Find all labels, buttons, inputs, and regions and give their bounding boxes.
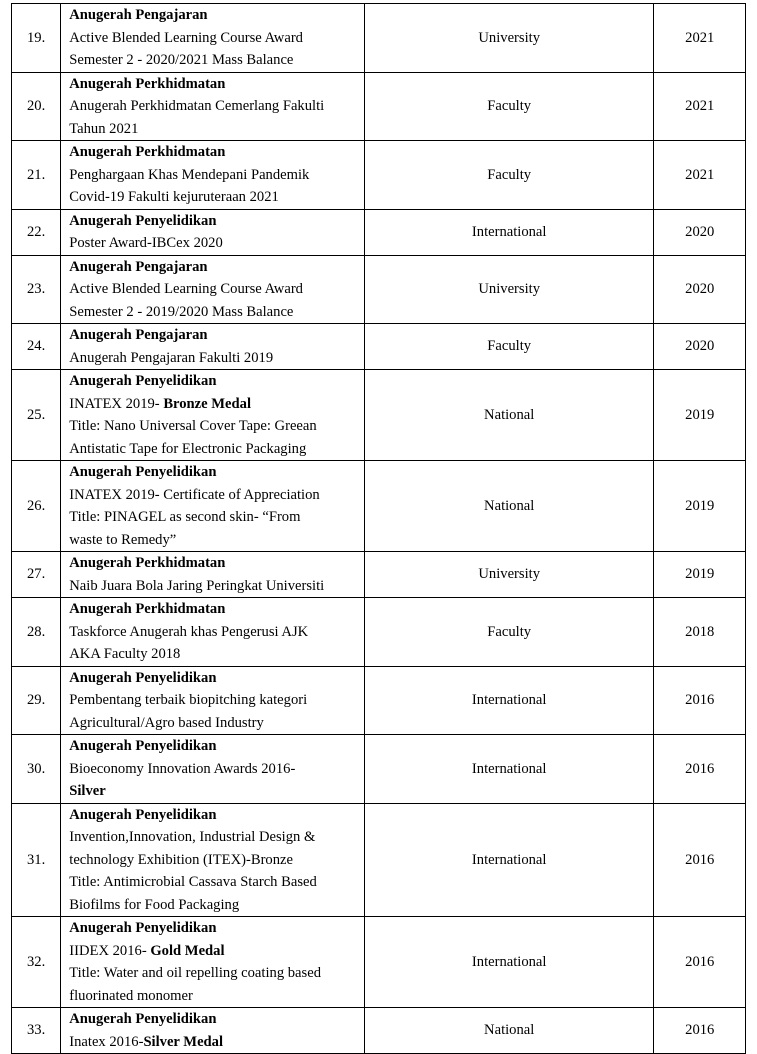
row-number: 29. <box>12 666 61 735</box>
award-detail-text: Anugerah Perkhidmatan Cemerlang Fakulti <box>69 98 325 114</box>
award-year: 2020 <box>654 255 746 324</box>
award-detail-line <box>69 278 364 301</box>
table-row <box>12 461 746 552</box>
row-number: 26. <box>12 461 61 552</box>
award-detail-text: Tahun 2021 <box>69 120 139 137</box>
award-level: National <box>364 461 654 552</box>
award-level: International <box>364 209 654 255</box>
row-number: 27. <box>12 552 61 598</box>
row-number: 28. <box>12 598 61 667</box>
award-level: International <box>364 803 654 917</box>
award-level: Faculty <box>364 141 654 210</box>
award-detail-line <box>69 95 364 118</box>
award-detail-text: Anugerah Pengajaran Fakulti 2019 <box>69 349 274 366</box>
award-category: Anugerah Penyelidikan <box>69 669 217 686</box>
award-detail-text: Inatex 2016- <box>69 1033 144 1050</box>
award-description <box>61 552 365 598</box>
award-year: 2019 <box>654 461 746 552</box>
table-row <box>12 666 746 735</box>
award-level: International <box>364 666 654 735</box>
award-detail-text: Title: Water and oil repelling coating based <box>69 965 321 981</box>
award-description <box>61 1008 365 1054</box>
award-year: 2016 <box>654 735 746 804</box>
award-detail-line <box>69 962 364 985</box>
award-description <box>61 141 365 210</box>
award-category: Anugerah Pengajaran <box>69 7 208 23</box>
award-detail-text: Biofilms for Food Packaging <box>69 896 240 913</box>
award-detail-line <box>69 529 364 552</box>
award-category: Anugerah Perkhidmatan <box>69 555 226 571</box>
award-detail-line <box>69 894 364 917</box>
award-detail-line <box>69 438 364 461</box>
award-detail-text: Semester 2 - 2019/2020 Mass Balance <box>69 303 294 320</box>
award-medal-text: Silver Medal <box>143 1033 224 1050</box>
award-level: Faculty <box>364 598 654 667</box>
award-description <box>61 324 365 370</box>
row-number: 24. <box>12 324 61 370</box>
award-detail-line <box>69 689 364 712</box>
award-description <box>61 72 365 141</box>
award-description <box>61 666 365 735</box>
awards-table-body <box>12 4 746 1054</box>
award-detail-text: Agricultural/Agro based Industry <box>69 714 264 731</box>
award-detail-text: Invention,Innovation, Industrial Design & <box>69 829 316 845</box>
row-number: 30. <box>12 735 61 804</box>
award-detail-text: Active Blended Learning Course Award <box>69 281 303 297</box>
award-category: Anugerah Penyelidikan <box>69 373 217 389</box>
award-level: University <box>364 4 654 73</box>
row-number: 25. <box>12 370 61 461</box>
award-year: 2019 <box>654 370 746 461</box>
award-detail-line <box>69 347 364 370</box>
award-detail-text: Penghargaan Khas Mendepani Pandemik <box>69 166 310 183</box>
row-number: 32. <box>12 917 61 1008</box>
award-detail-text: Title: Antimicrobial Cassava Starch Based <box>69 874 317 890</box>
award-category: Anugerah Penyelidikan <box>69 212 217 229</box>
table-row <box>12 209 746 255</box>
award-year: 2018 <box>654 598 746 667</box>
award-detail-text: Title: PINAGEL as second skin- “From <box>69 509 301 525</box>
award-description <box>61 803 365 917</box>
award-level: National <box>364 1008 654 1054</box>
award-year: 2016 <box>654 1008 746 1054</box>
table-row <box>12 370 746 461</box>
award-detail-line <box>69 232 364 255</box>
award-category: Anugerah Penyelidikan <box>69 738 217 754</box>
award-detail-text: Active Blended Learning Course Award <box>69 29 303 46</box>
award-level: International <box>364 917 654 1008</box>
award-category: Anugerah Penyelidikan <box>69 1011 217 1027</box>
award-description <box>61 255 365 324</box>
award-year: 2021 <box>654 141 746 210</box>
award-year: 2021 <box>654 4 746 73</box>
award-detail-text: Antistatic Tape for Electronic Packaging <box>69 440 307 457</box>
award-detail-line <box>69 871 364 894</box>
table-row <box>12 803 746 917</box>
award-detail-line <box>69 506 364 529</box>
award-level: International <box>364 735 654 804</box>
award-category: Anugerah Pengajaran <box>69 327 208 343</box>
award-detail-text: INATEX 2019- Certificate of Appreciation <box>69 486 320 503</box>
table-row <box>12 72 746 141</box>
award-detail-line <box>69 575 364 598</box>
award-detail-line <box>69 186 364 209</box>
table-row <box>12 598 746 667</box>
award-level: Faculty <box>364 324 654 370</box>
award-detail-text: technology Exhibition (ITEX)-Bronze <box>69 851 293 868</box>
table-row <box>12 1008 746 1054</box>
award-year: 2016 <box>654 917 746 1008</box>
award-medal-text: Silver <box>69 783 106 799</box>
award-detail-line <box>69 826 364 849</box>
award-detail-line <box>69 118 364 141</box>
award-detail-line <box>69 849 364 872</box>
award-description <box>61 209 365 255</box>
award-detail-text: Naib Juara Bola Jaring Peringkat Universiti <box>69 577 325 594</box>
award-level: Faculty <box>364 72 654 141</box>
table-row <box>12 917 746 1008</box>
award-description <box>61 461 365 552</box>
award-detail-line <box>69 301 364 324</box>
award-detail-text: IIDEX 2016- <box>69 942 151 959</box>
award-detail-text: AKA Faculty 2018 <box>69 646 181 662</box>
award-description <box>61 4 365 73</box>
award-medal-text: Bronze Medal <box>163 395 251 412</box>
award-detail-text: Covid-19 Fakulti kejuruteraan 2021 <box>69 189 279 205</box>
award-detail-text: fluorinated monomer <box>69 987 193 1004</box>
table-row <box>12 735 746 804</box>
table-row <box>12 255 746 324</box>
table-row <box>12 324 746 370</box>
award-detail-line <box>69 940 364 963</box>
award-detail-line <box>69 621 364 644</box>
table-row <box>12 4 746 73</box>
award-detail-text: Taskforce Anugerah khas Pengerusi AJK <box>69 623 309 640</box>
award-category: Anugerah Penyelidikan <box>69 920 217 936</box>
award-detail-line <box>69 712 364 735</box>
award-description <box>61 735 365 804</box>
row-number: 21. <box>12 141 61 210</box>
award-category: Anugerah Perkhidmatan <box>69 144 226 160</box>
award-detail-line <box>69 780 364 803</box>
row-number: 33. <box>12 1008 61 1054</box>
row-number: 20. <box>12 72 61 141</box>
award-year: 2016 <box>654 666 746 735</box>
award-year: 2020 <box>654 324 746 370</box>
row-number: 23. <box>12 255 61 324</box>
table-row <box>12 552 746 598</box>
award-detail-line <box>69 164 364 187</box>
award-year: 2021 <box>654 72 746 141</box>
award-detail-line <box>69 758 364 781</box>
row-number: 31. <box>12 803 61 917</box>
award-detail-line <box>69 49 364 72</box>
award-category: Anugerah Pengajaran <box>69 258 208 275</box>
award-year: 2016 <box>654 803 746 917</box>
award-year: 2019 <box>654 552 746 598</box>
award-detail-text: Pembentang terbaik biopitching kategori <box>69 692 308 708</box>
award-detail-text: INATEX 2019- <box>69 395 164 412</box>
award-description <box>61 598 365 667</box>
award-detail-line <box>69 484 364 507</box>
award-detail-text: waste to Remedy” <box>69 531 177 548</box>
award-category: Anugerah Penyelidikan <box>69 464 217 480</box>
award-level: University <box>364 552 654 598</box>
award-category: Anugerah Perkhidmatan <box>69 601 226 617</box>
award-medal-text: Gold Medal <box>150 942 225 959</box>
award-category: Anugerah Penyelidikan <box>69 806 217 823</box>
award-detail-text: Poster Award-IBCex 2020 <box>69 235 223 251</box>
award-detail-line <box>69 415 364 438</box>
row-number: 22. <box>12 209 61 255</box>
award-year: 2020 <box>654 209 746 255</box>
award-detail-line <box>69 393 364 416</box>
table-row <box>12 141 746 210</box>
award-description <box>61 370 365 461</box>
award-detail-text: Bioeconomy Innovation Awards 2016- <box>69 760 296 777</box>
award-detail-line <box>69 985 364 1008</box>
award-level: National <box>364 370 654 461</box>
award-category: Anugerah Perkhidmatan <box>69 75 226 92</box>
award-level: University <box>364 255 654 324</box>
award-description <box>61 917 365 1008</box>
award-detail-line <box>69 27 364 50</box>
award-detail-line <box>69 643 364 666</box>
award-detail-text: Semester 2 - 2020/2021 Mass Balance <box>69 52 294 68</box>
award-detail-text: Title: Nano Universal Cover Tape: Greean <box>69 418 317 434</box>
awards-table <box>11 3 746 1054</box>
row-number: 19. <box>12 4 61 73</box>
